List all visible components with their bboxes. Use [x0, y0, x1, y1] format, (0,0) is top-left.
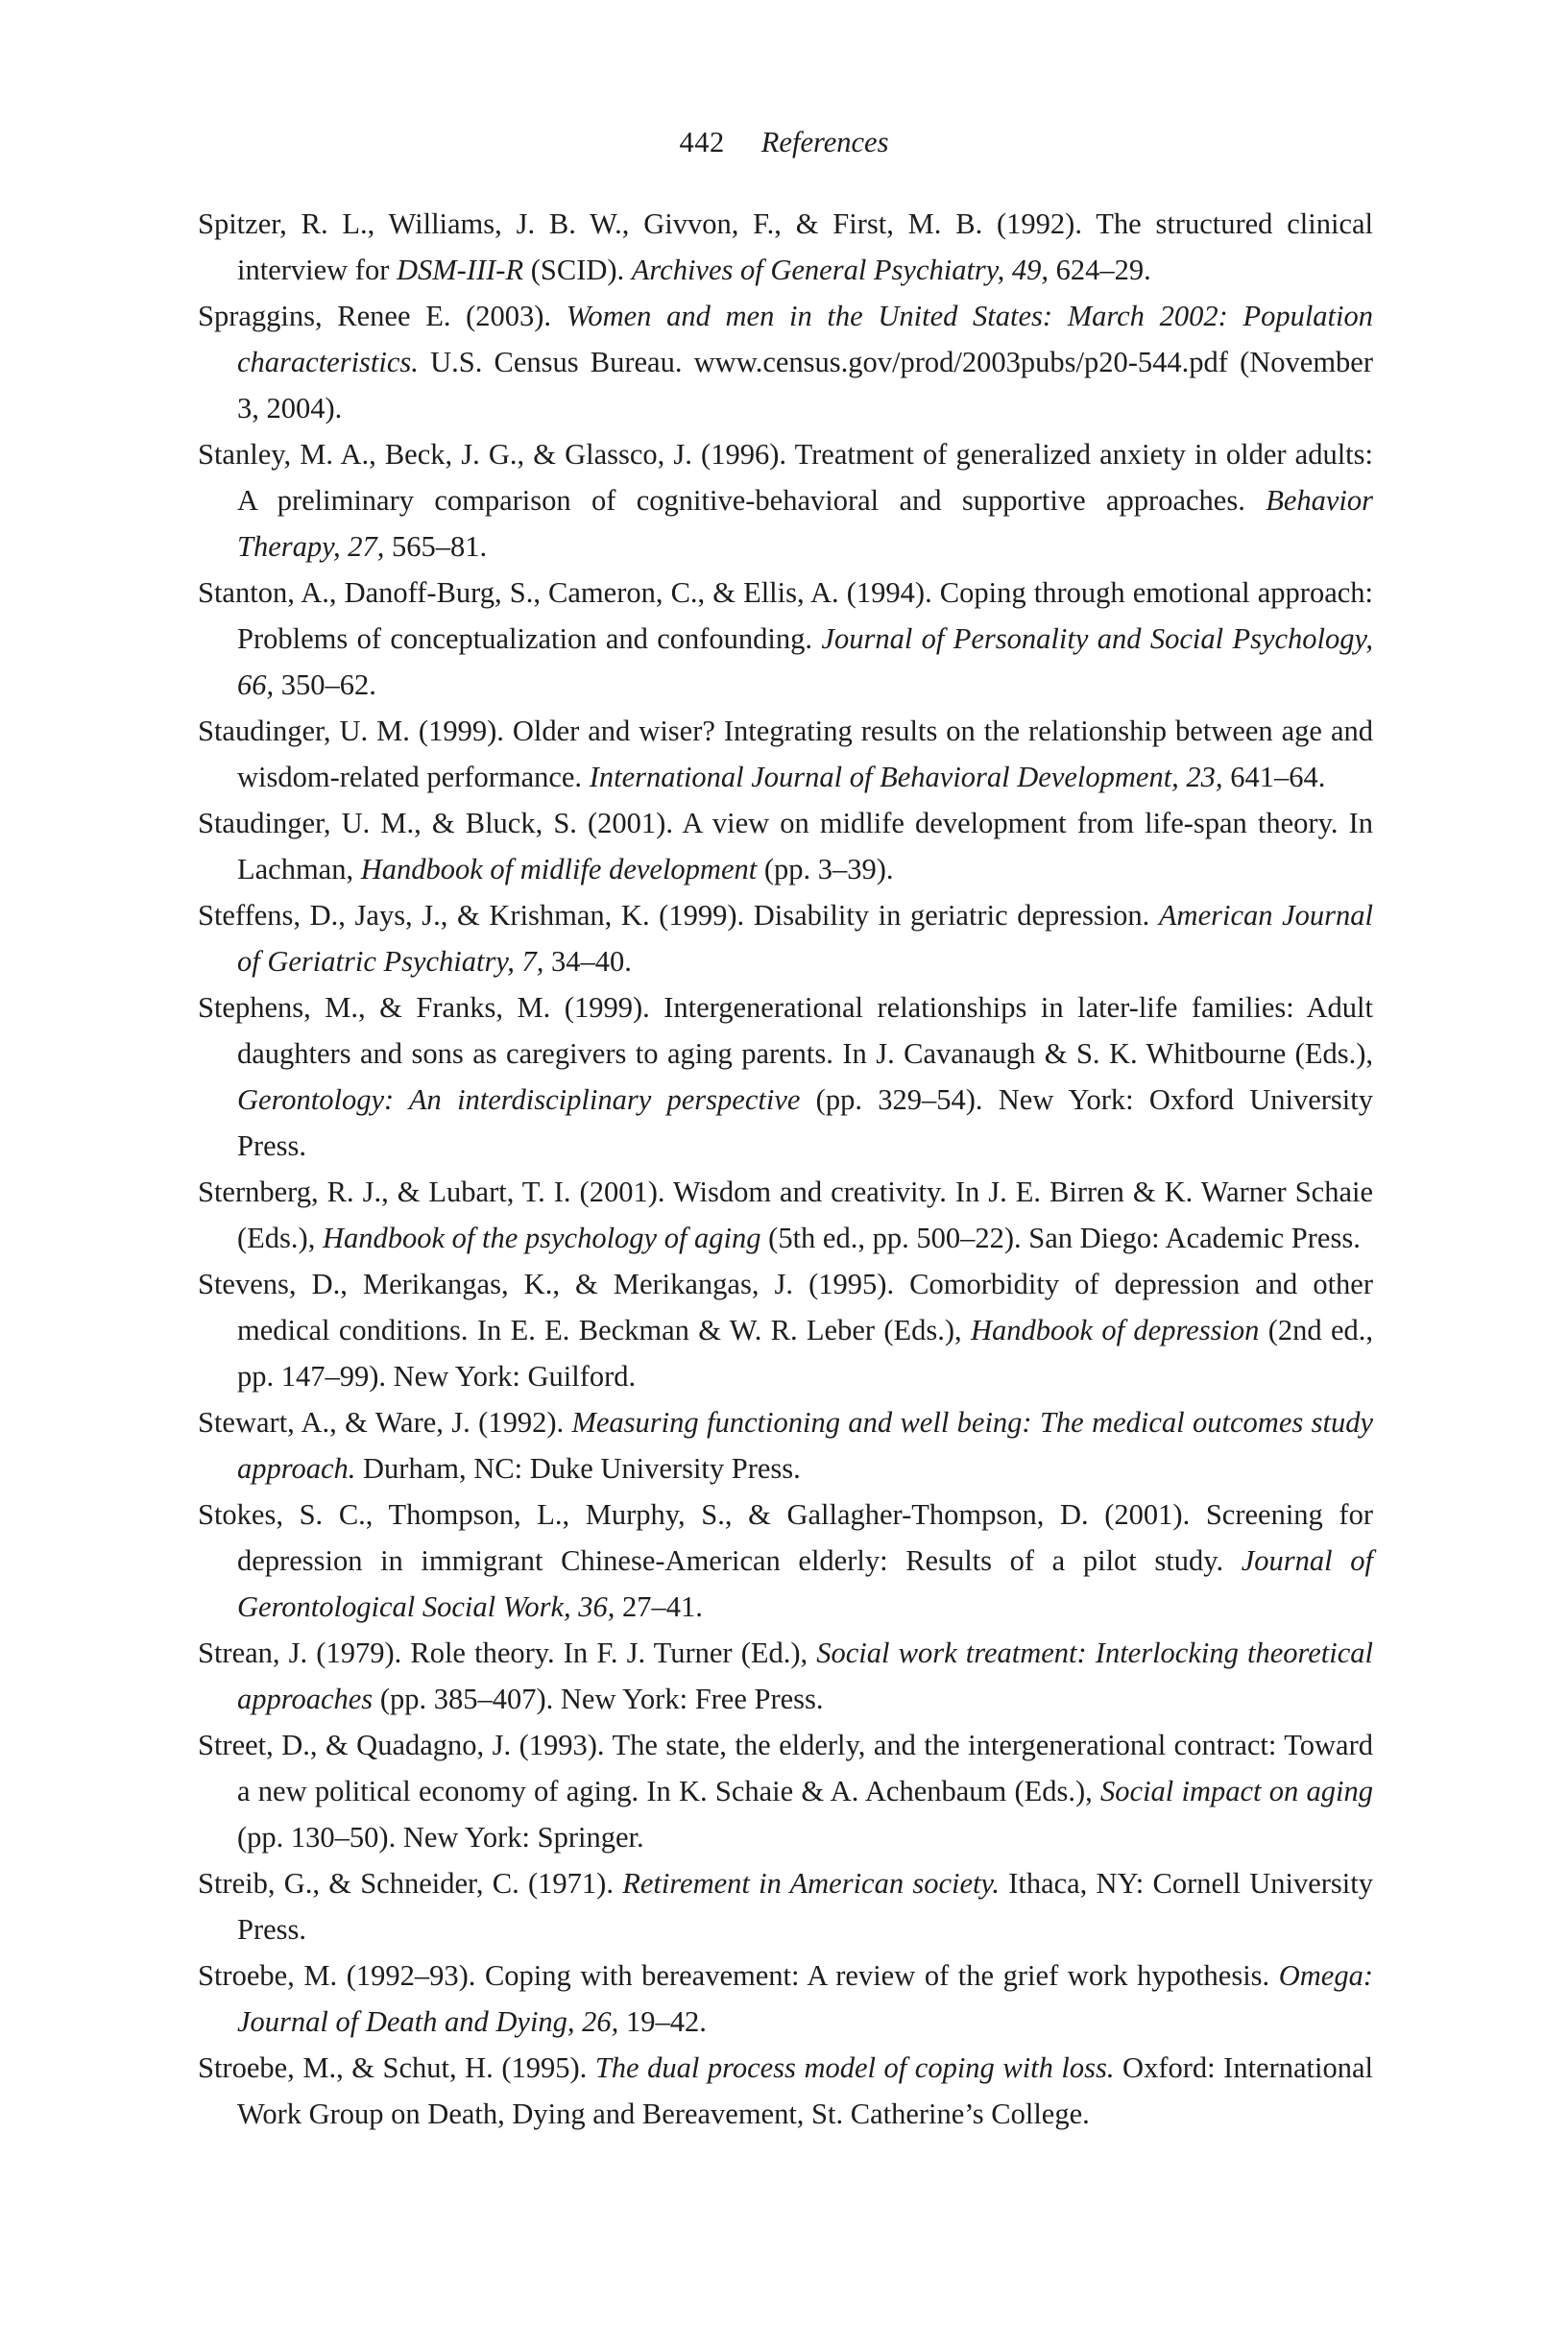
- text-segment: 27–41.: [615, 1590, 703, 1623]
- reference-entry: [198, 892, 1373, 984]
- italic-text-segment: American Journal of Geriatric Psychiatry, 7,: [237, 899, 1373, 978]
- italic-text-segment: Women and men in the United States: March 2002: Population characteristics.: [237, 300, 1373, 378]
- italic-text-segment: Retirement in American society.: [622, 1867, 1000, 1900]
- italic-text-segment: Archives of General Psychiatry, 49,: [631, 254, 1049, 286]
- reference-entry: [198, 570, 1373, 708]
- text-segment: Oxford: International Work Group on Death, Dying and Bereavement, St. Catherine’s College.: [237, 2051, 1373, 2130]
- text-segment: (pp. 385–407). New York: Free Press.: [373, 1683, 824, 1715]
- text-segment: Sternberg, R. J., & Lubart, T. I. (2001). Wisdom and creativity. In J. E. Birren & K. Warner Schaie (Eds.),: [198, 1176, 1373, 1254]
- text-segment: Stephens, M., & Franks, M. (1999). Intergenerational relationships in later-life families: Adult daughters and sons as caregivers to aging parents. In J. Cavanaugh & S. K. Whitbourne (Eds.),: [198, 991, 1373, 1070]
- text-segment: 565–81.: [384, 530, 488, 563]
- italic-text-segment: Handbook of midlife development: [360, 853, 758, 885]
- reference-entry: [198, 1952, 1373, 2045]
- reference-entry: [198, 2045, 1373, 2137]
- italic-text-segment: Handbook of depression: [970, 1314, 1260, 1346]
- reference-entry: [198, 201, 1373, 293]
- italic-text-segment: Journal of Gerontological Social Work, 36,: [237, 1544, 1373, 1623]
- text-segment: Spitzer, R. L., Williams, J. B. W., Givvon, F., & First, M. B. (1992). The structured clinical interview for: [198, 207, 1373, 286]
- italic-text-segment: The dual process model of coping with loss.: [594, 2051, 1115, 2084]
- running-head: References: [760, 126, 889, 158]
- text-segment: Durham, NC: Duke University Press.: [355, 1452, 801, 1485]
- text-segment: Ithaca, NY: Cornell University Press.: [237, 1867, 1374, 1946]
- text-segment: U.S. Census Bureau. www.census.gov/prod/2003pubs/p20-544.pdf (November 3, 2004).: [237, 346, 1373, 424]
- text-segment: Staudinger, U. M., & Bluck, S. (2001). A view on midlife development from life-span theory. In Lachman,: [198, 807, 1373, 885]
- text-segment: Stanley, M. A., Beck, J. G., & Glassco, J. (1996). Treatment of generalized anxiety in older adults: A preliminary comparison of cognitive-behavioral and supportive approaches.: [198, 438, 1373, 517]
- text-segment: Stroebe, M. (1992–93). Coping with bereavement: A review of the grief work hypothesis.: [198, 1959, 1279, 1992]
- text-segment: (pp. 329–54). New York: Oxford University Press.: [237, 1083, 1373, 1162]
- text-segment: Stroebe, M., & Schut, H. (1995).: [198, 2051, 595, 2084]
- text-segment: 34–40.: [543, 945, 632, 978]
- text-segment: 350–62.: [274, 668, 376, 701]
- text-segment: Stewart, A., & Ware, J. (1992).: [198, 1406, 572, 1439]
- text-segment: Stokes, S. C., Thompson, L., Murphy, S., & Gallagher-Thompson, D. (2001). Screening for depression in immigrant Chinese-American elderly: Results of a pilot study.: [198, 1498, 1373, 1577]
- reference-entry: [198, 431, 1373, 570]
- text-segment: (pp. 3–39).: [757, 853, 894, 885]
- reference-entry: [198, 1399, 1373, 1491]
- page-header: [0, 119, 1568, 165]
- text-segment: Strean, J. (1979). Role theory. In F. J. Turner (Ed.),: [198, 1637, 817, 1669]
- reference-entry: [198, 1722, 1373, 1860]
- italic-text-segment: International Journal of Behavioral Development, 23,: [589, 761, 1223, 793]
- italic-text-segment: Gerontology: An interdisciplinary perspective: [237, 1083, 801, 1116]
- italic-text-segment: Measuring functioning and well being: The medical outcomes study approach.: [237, 1406, 1373, 1485]
- text-segment: (pp. 130–50). New York: Springer.: [237, 1821, 644, 1854]
- text-segment: Spraggins, Renee E. (2003).: [198, 300, 567, 332]
- italic-text-segment: Behavior Therapy, 27,: [237, 484, 1373, 563]
- reference-entry: [198, 1860, 1373, 1952]
- text-segment: 641–64.: [1222, 761, 1326, 793]
- text-segment: Staudinger, U. M. (1999). Older and wiser? Integrating results on the relationship between age and wisdom-related performance.: [198, 715, 1373, 793]
- italic-text-segment: Social impact on aging: [1100, 1775, 1373, 1807]
- reference-entry: [198, 1491, 1373, 1630]
- text-segment: Street, D., & Quadagno, J. (1993). The state, the elderly, and the intergenerational contract: Toward a new political economy of aging. In K. Schaie & A. Achenbaum (Eds.),: [198, 1729, 1373, 1807]
- text-segment: 19–42.: [618, 2005, 707, 2038]
- text-segment: Steffens, D., Jays, J., & Krishman, K. (1999). Disability in geriatric depression.: [198, 899, 1159, 932]
- reference-entry: [198, 293, 1373, 431]
- reference-entry: [198, 708, 1373, 800]
- text-segment: Stevens, D., Merikangas, K., & Merikangas, J. (1995). Comorbidity of depression and other medical conditions. In E. E. Beckman & W. R. Leber (Eds.),: [198, 1268, 1373, 1346]
- text-segment: Stanton, A., Danoff-Burg, S., Cameron, C., & Ellis, A. (1994). Coping through emotional approach: Problems of conceptualization and confounding.: [198, 576, 1373, 655]
- italic-text-segment: Omega: Journal of Death and Dying, 26,: [237, 1959, 1373, 2038]
- text-segment: (5th ed., pp. 500–22). San Diego: Academic Press.: [760, 1222, 1361, 1254]
- italic-text-segment: DSM-III-R: [397, 254, 524, 286]
- italic-text-segment: Handbook of the psychology of aging: [322, 1222, 761, 1254]
- italic-text-segment: Journal of Personality and Social Psychology, 66,: [237, 622, 1373, 701]
- text-segment: 624–29.: [1049, 254, 1151, 286]
- page-number: 442: [679, 126, 725, 158]
- reference-entry: [198, 1169, 1373, 1261]
- reference-entry: [198, 1630, 1373, 1722]
- reference-entry: [198, 800, 1373, 892]
- reference-list: [198, 201, 1373, 2137]
- text-segment: (2nd ed., pp. 147–99). New York: Guilford.: [237, 1314, 1374, 1393]
- italic-text-segment: Social work treatment: Interlocking theoretical approaches: [237, 1637, 1373, 1715]
- reference-entry: [198, 1261, 1373, 1399]
- text-segment: Streib, G., & Schneider, C. (1971).: [198, 1867, 623, 1900]
- text-segment: (SCID).: [523, 254, 632, 286]
- reference-entry: [198, 984, 1373, 1169]
